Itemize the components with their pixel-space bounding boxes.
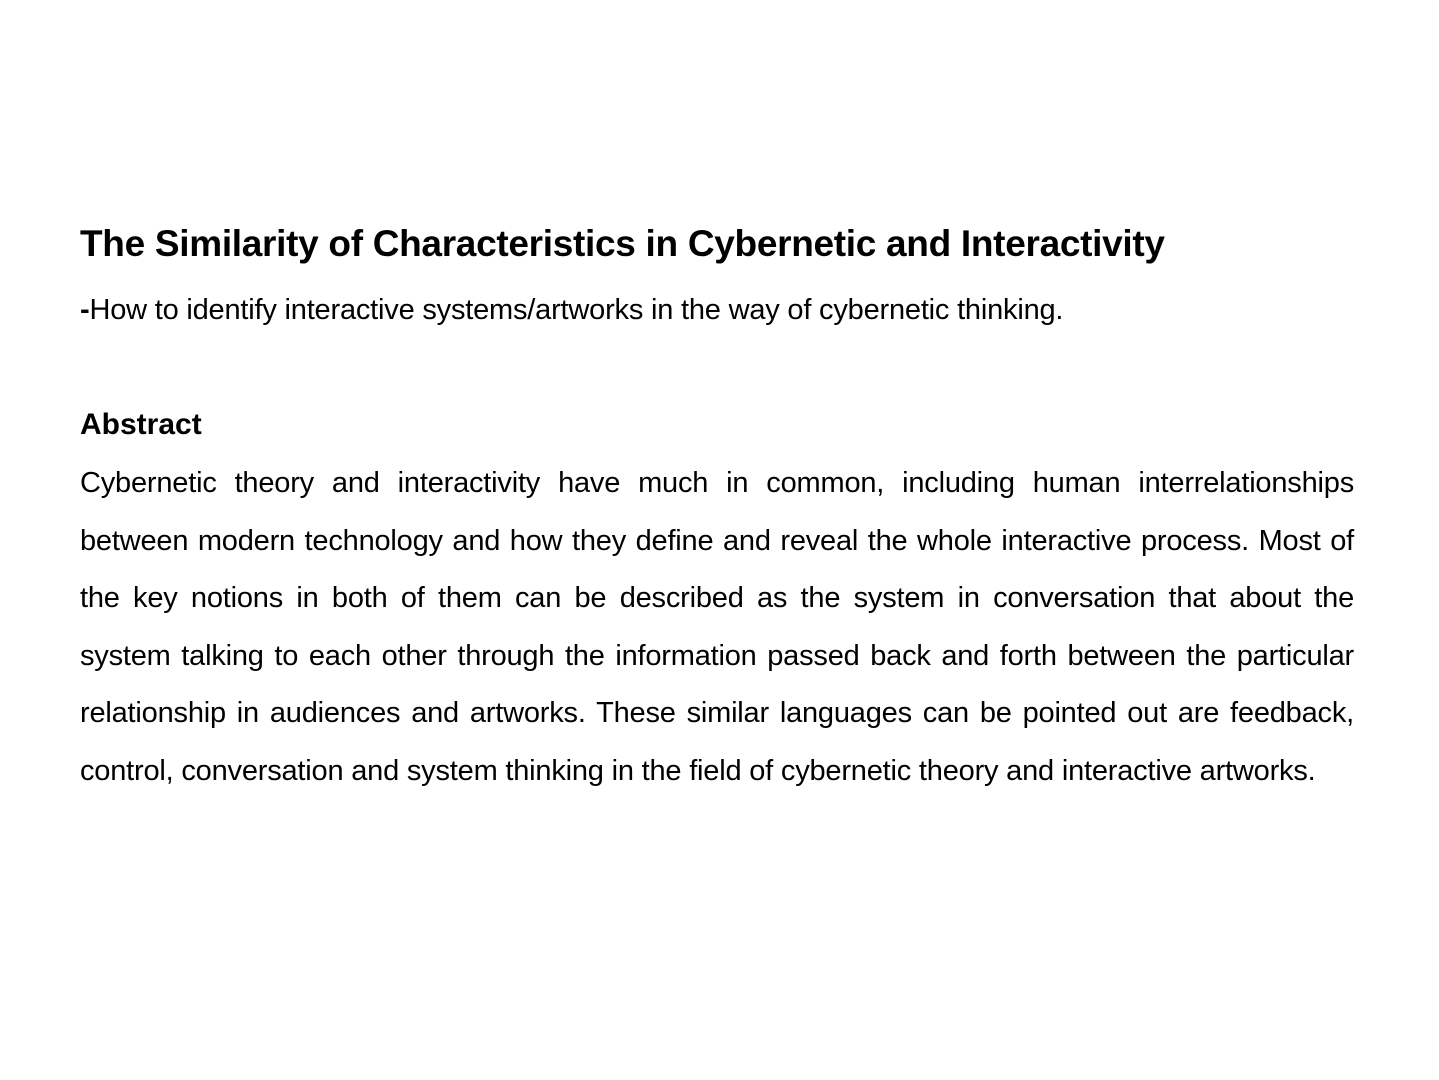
subtitle-dash: - xyxy=(80,294,90,326)
document-subtitle xyxy=(80,288,1354,332)
abstract-heading: Abstract xyxy=(80,408,202,441)
document-title: The Similarity of Characteristics in Cybernetic and Interactivity xyxy=(80,223,1165,264)
subtitle-text: How to identify interactive systems/artworks in the way of cybernetic thinking. xyxy=(89,294,1064,326)
abstract-body: Cybernetic theory and interactivity have much in common, including human interrelationships between modern technology and how they define and reveal the whole interactive process. Most of the key notions in both of them can be described as the system in conversation that about the system talking to each other through the information passed back and forth between the particular relationship in audiences and artworks. These similar languages can be pointed out are feedback, control, conversation and system thinking in the field of cybernetic theory and interactive artworks. xyxy=(80,467,1354,787)
